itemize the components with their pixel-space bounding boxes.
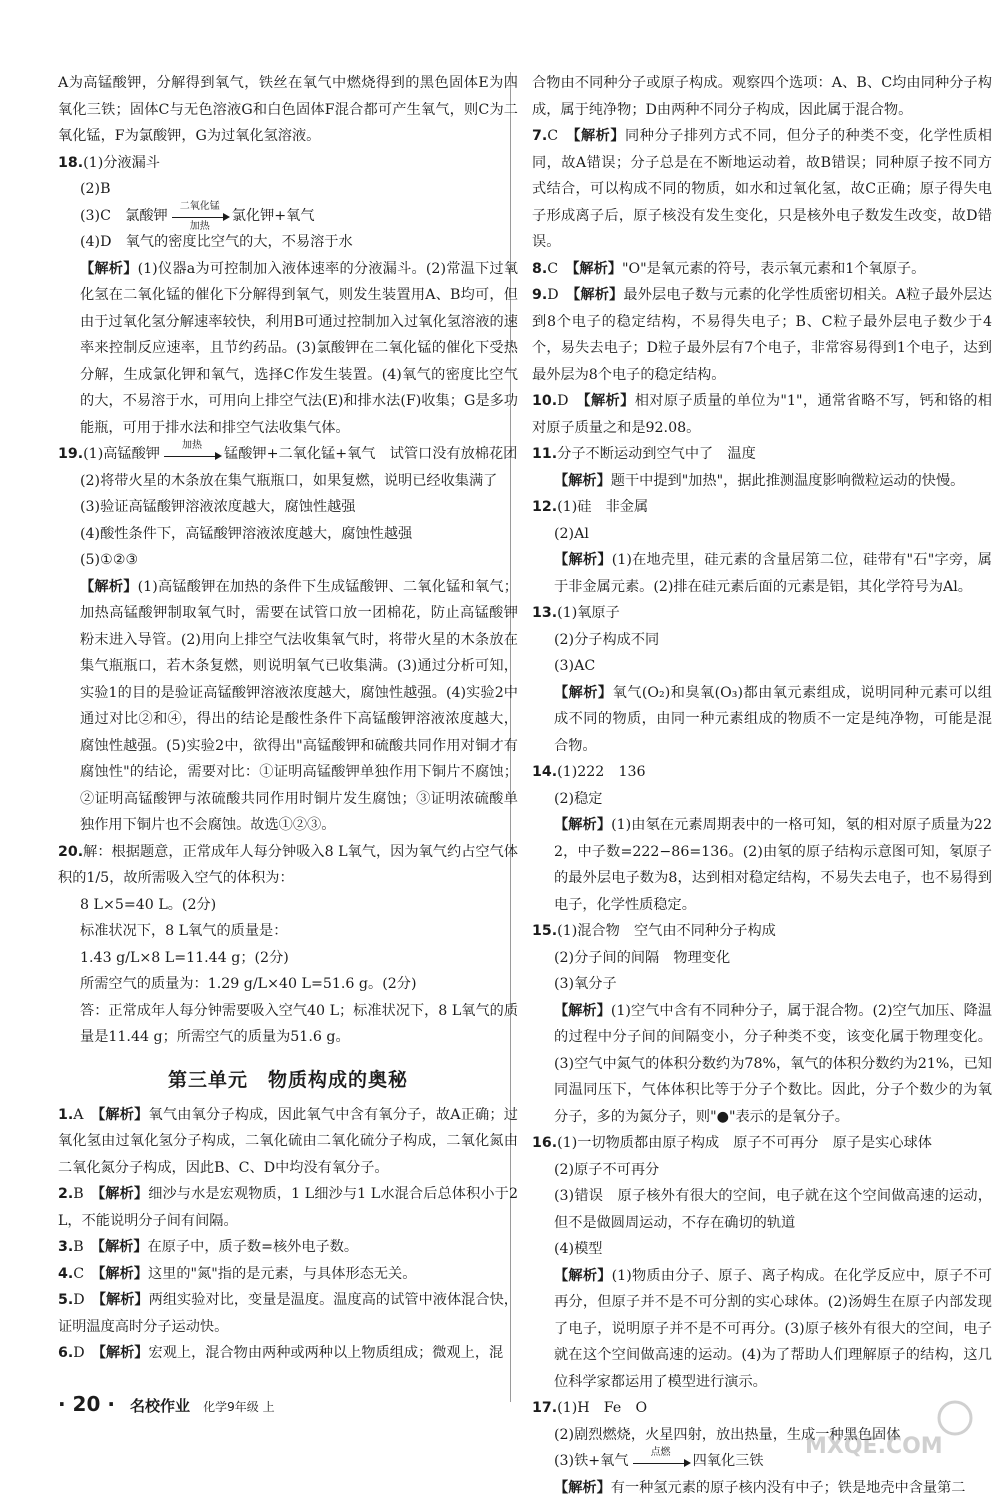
q11-a1 [532,441,992,468]
reaction-arrow [164,454,220,455]
q20-l5: 所需空气的质量为：1.29 g/L×40 L=51.6 g。(2分) [58,971,518,998]
q15-a2: (2)分子间的间隔 物理变化 [532,945,992,972]
analysis-tag: 【解析】 [80,579,138,595]
q4-analysis-text: 这里的"氮"指的是元素，与具体形态无关。 [148,1266,416,1282]
analysis-tag: 【解析】 [572,261,622,277]
analysis-tag: 【解析】 [554,1480,611,1496]
q14-a1 [532,759,992,786]
q17-a3-pre: (3)铁+氧气 [554,1453,629,1469]
q12-a1-text: (1)硅 非金属 [557,499,648,515]
q14-analysis [532,812,992,918]
watermark-circle-icon [939,1402,971,1434]
q9-analysis-text: 最外层电子数与元素的化学性质密切相关。A粒子最外层达到8个电子的稳定结构，不易得失电子；B、C粒子最外层电子数少于4个，易失去电子；D粒子最外层有7个电子，非常容易得到1个电子，达到最外层为8个电子的稳定结构。 [532,287,992,383]
q19-a4: (4)酸性条件下，高锰酸钾溶液浓度越大，腐蚀性越强 [58,521,518,548]
q18-a1-text: (1)分液漏斗 [83,155,160,171]
q18-a4: (4)D 氧气的密度比空气的大，不易溶于水 [58,229,518,256]
q8-number: 8. [532,261,547,277]
arrow-condition-top: 点燃 [633,1447,689,1459]
q6 [58,1340,518,1367]
analysis-tag: 【解析】 [99,1292,149,1308]
q20-l4: 1.43 g/L×8 L=11.44 g；(2分) [58,945,518,972]
q20-l2: 8 L×5=40 L。(2分) [58,892,518,919]
q18-a3 [58,203,518,230]
unit-title: 第三单元 物质构成的奥秘 [58,1065,518,1092]
q3-answer: B [73,1239,83,1255]
q3 [58,1234,518,1261]
q10 [532,388,992,441]
q17-analysis [532,1475,992,1501]
reaction-arrow [172,215,228,216]
q19-a1-pre: (1)高锰酸钾 [83,446,160,462]
q5-answer: D [73,1292,84,1308]
q3-analysis-text: 在原子中，质子数=核外电子数。 [148,1239,359,1255]
page-number: · 20 · [58,1392,115,1416]
q10-analysis-text: 相对原子质量的单位为"1"，通常省略不写，钙和铬的相对原子质量之和是92.08。 [532,393,992,436]
q13-analysis [532,680,992,760]
q7-answer: C [547,128,558,144]
q10-number: 10. [532,393,557,409]
q1-answer: A [73,1107,83,1123]
analysis-tag: 【解析】 [573,287,623,303]
q9-number: 9. [532,287,547,303]
analysis-tag: 【解析】 [554,1268,612,1284]
analysis-tag: 【解析】 [98,1107,148,1123]
q14-a1-text: (1)222 136 [557,764,645,780]
q1-number: 1. [58,1107,73,1123]
q4-answer: C [73,1266,84,1282]
q18-a3-pre: (3)C 氯酸钾 [80,208,168,224]
q8 [532,256,992,283]
q16-a1-text: (1)一切物质都由原子构成 原子不可再分 原子是实心球体 [557,1135,932,1151]
q19-a5: (5)①②③ [58,547,518,574]
q15-analysis-text: (1)空气中含有不同种分子，属于混合物。(2)空气加压、降温的过程中分子间的间隔变小，分子种类不变，该变化属于物理变化。(3)空气中氮气的体积分数约为78%，氧气的体积分数约为21%，已知同温同压下，气体体积比等于分子个数比。因此，分子个数少的为氧分子，多的为氮分子，则"●"表示的是氧分子。 [554,1003,992,1125]
q20-l3: 标准状况下，8 L氧气的质量是： [58,918,518,945]
q19-a3: (3)验证高锰酸钾溶液浓度越大，腐蚀性越强 [58,494,518,521]
q7 [532,123,992,256]
q13-a1 [532,600,992,627]
analysis-tag: 【解析】 [98,1266,148,1282]
q17-a3-post: 四氧化三铁 [693,1453,764,1469]
q15-number: 15. [532,923,557,939]
q2-answer: B [73,1186,83,1202]
right-column [532,70,992,1501]
q16-a1 [532,1130,992,1157]
q19-a2: (2)将带火星的木条放在集气瓶瓶口，如果复燃，说明已经收集满了 [58,468,518,495]
q7-number: 7. [532,128,547,144]
analysis-tag: 【解析】 [554,1003,611,1019]
q15-a1 [532,918,992,945]
q17-a2: (2)剧烈燃烧，火星四射，放出热量，生成一种黑色固体 [532,1422,992,1449]
q11-a1-text: 分子不断运动到空气中了 温度 [557,446,756,462]
analysis-tag: 【解析】 [583,393,634,409]
left-column [58,70,518,1367]
q14-a2: (2)稳定 [532,786,992,813]
q17-number: 17. [532,1400,557,1416]
q16-a2: (2)原子不可再分 [532,1157,992,1184]
q20-number: 20. [58,844,83,860]
q4 [58,1261,518,1288]
q11-analysis-text: 题干中提到"加热"，据此推测温度影响微粒运动的快慢。 [611,473,965,489]
reaction-arrow [633,1461,689,1462]
q10-answer: D [557,393,568,409]
analysis-tag: 【解析】 [98,1239,148,1255]
q19-number: 19. [58,446,83,462]
analysis-tag: 【解析】 [554,685,613,701]
q5 [58,1287,518,1340]
q15-analysis [532,998,992,1131]
q19-analysis-text: (1)高锰酸钾在加热的条件下生成锰酸钾、二氧化锰和氧气；加热高锰酸钾制取氧气时，需要在试管口放一团棉花，防止高锰酸钾粉末进入导管。(2)用向上排空气法收集氧气时，将带火星的木条放在集气瓶瓶口，若木条复燃，则说明氧气已收集满。(3)通过分析可知，实验1的目的是验证高锰酸钾溶液浓度越大，腐蚀性越强。(4)实验2中通过对比②和④，得出的结论是酸性条件下高锰酸钾溶液浓度越大，腐蚀性越强。(5)实验2中，欲得出"高锰酸钾和硫酸共同作用对铜才有腐蚀性"的结论，需要对比：①证明高锰酸钾单独作用下铜片不腐蚀；②证明高锰酸钾与浓硫酸共同作用时铜片发生腐蚀；③证明浓硫酸单独作用下铜片也不会腐蚀。故选①②③。 [80,579,518,834]
q17-analysis-text: 有一种氢元素的原子核内没有中子；铁是地壳中含量第二 [611,1480,966,1496]
book-title: 名校作业 [130,1397,190,1415]
q16-a3: (3)错误 原子核外有很大的空间，电子就在这个空间做高速的运动，但不是做圆周运动，不存在确切的轨道 [532,1183,992,1236]
q12-number: 12. [532,499,557,515]
q17-a1-text: (1)H Fe O [557,1400,647,1416]
q18-a1 [58,150,518,177]
analysis-tag: 【解析】 [554,552,612,568]
q2-number: 2. [58,1186,73,1202]
q12-a1 [532,494,992,521]
q5-number: 5. [58,1292,73,1308]
q1-analysis-text: 氧气由氧分子构成，因此氧气中含有氧分子，故A正确；过氧化氢由过氧化氢分子构成，二氧化硫由二氧化硫分子构成，二氧化氮由二氧化氮分子构成，因此B、C、D中均没有氧分子。 [58,1107,518,1176]
q4-number: 4. [58,1266,73,1282]
q9-answer: D [547,287,558,303]
q13-a2: (2)分子构成不同 [532,627,992,654]
q18-a2: (2)B [58,176,518,203]
q6-answer: D [73,1345,84,1361]
q18-number: 18. [58,155,83,171]
analysis-tag: 【解析】 [98,1186,148,1202]
q2-analysis-text: 细沙与水是宏观物质，1 L细沙与1 L水混合后总体积小于2 L，不能说明分子间有间隔。 [58,1186,518,1229]
q5-analysis-text: 两组实验对比，变量是温度。温度高的试管中液体混合快，证明温度高时分子运动快。 [58,1292,518,1335]
q14-analysis-text: (1)由氡在元素周期表中的一格可知，氡的相对原子质量为222，中子数=222−86=136。(2)由氡的原子结构示意图可知，氡原子的最外层电子数为8，达到相对稳定结构，不易失去电子，也不易得到电子，化学性质稳定。 [554,817,992,913]
q19-a1 [58,441,518,468]
q9 [532,282,992,388]
analysis-tag: 【解析】 [80,261,138,277]
q11-number: 11. [532,446,557,462]
watermark-text: MXQE.COM [805,1434,943,1458]
q6-continued: 合物由不同种分子或原子构成。观察四个选项：A、B、C均由同种分子构成，属于纯净物；D由两种不同分子构成，因此属于混合物。 [532,70,992,123]
q16-number: 16. [532,1135,557,1151]
q6-analysis-text: 宏观上，混合物由两种或两种以上物质组成；微观上，混 [149,1345,504,1361]
q7-analysis-text: 同种分子排列方式不同，但分子的种类不变，化学性质相同，故A错误；分子总是在不断地运动着，故B错误；同种原子按不同方式结合，可以构成不同的物质，如水和过氧化氢，故C正确；原子得失电子形成离子后，原子核没有发生变化，只是核外电子数发生改变，故D错误。 [532,128,992,250]
q18-analysis-text: (1)仪器a为可控制加入液体速率的分液漏斗。(2)常温下过氧化氢在二氧化锰的催化下分解得到氧气，则发生装置用A、B均可，但由于过氧化氢分解速率较快，利用B可通过控制加入过氧化氢溶液的速率来控制反应速率，且节约药品。(3)氯酸钾在二氧化锰的催化下受热分解，生成氯化钾和氧气，选择C作发生装置。(4)氧气的密度比空气的大，不易溶于水，可用向上排空气法(E)和排水法(F)收集；G是多功能瓶，可用于排水法和排空气法收集气体。 [80,261,518,436]
arrow-condition-top: 二氧化锰 [172,201,228,213]
q15-a1-text: (1)混合物 空气由不同种分子构成 [557,923,776,939]
analysis-tag: 【解析】 [554,473,611,489]
q13-a3: (3)AC [532,653,992,680]
q16-analysis-text: (1)物质由分子、原子、离子构成。在化学反应中，原子不可再分，但原子并不是不可分割的实心球体。(2)汤姆生在原子内部发现了电子，说明原子并不是不可再分。(3)原子核外有很大的空间，电子就在这个空间做高速的运动。(4)为了帮助人们理解原子的结构，这几位科学家都运用了模型进行演示。 [554,1268,992,1390]
analysis-tag: 【解析】 [99,1345,149,1361]
q20-l6: 答：正常成年人每分钟需要吸入空气40 L；标准状况下，8 L氧气的质量是11.44 g；所需空气的质量为51.6 g。 [58,998,518,1051]
q3-number: 3. [58,1239,73,1255]
q6-number: 6. [58,1345,73,1361]
q19-analysis [58,574,518,839]
q8-analysis-text: "O"是氧元素的符号，表示氧元素和1个氧原子。 [622,261,925,277]
q2 [58,1181,518,1234]
q16-a4: (4)模型 [532,1236,992,1263]
q19-a1-post: 锰酸钾+二氧化锰+氧气 试管口没有放棉花团 [224,446,517,462]
q20-l1-text: 解：根据题意，正常成年人每分钟吸入8 L氧气，因为氧气约占空气体积的1/5，故所需吸入空气的体积为： [58,844,518,887]
arrow-condition-top: 加热 [164,440,220,452]
q20-l1 [58,839,518,892]
q15-a3: (3)氧分子 [532,971,992,998]
q13-number: 13. [532,605,557,621]
q13-analysis-text: 氧气(O₂)和臭氧(O₃)都由氧元素组成，说明同种元素可以组成不同的物质，由同一种元素组成的物质不一定是纯净物，可能是混合物。 [554,685,992,754]
q18-analysis [58,256,518,442]
watermark-logo [795,1398,985,1458]
q14-number: 14. [532,764,557,780]
arrow-condition-bottom: 加热 [172,221,228,233]
left-intro: A为高锰酸钾，分解得到氧气，铁丝在氧气中燃烧得到的黑色固体E为四氧化三铁；固体C与无色溶液G和白色固体F混合都可产生氧气，则C为二氧化锰，F为氯酸钾，G为过氧化氢溶液。 [58,70,518,150]
q18-a3-post: 氯化钾+氧气 [232,208,315,224]
analysis-tag: 【解析】 [573,128,625,144]
subject-label: 化学9年级 上 [203,1400,274,1414]
page-footer [58,1392,275,1416]
q12-analysis [532,547,992,600]
q12-analysis-text: (1)在地壳里，硅元素的含量居第二位，硅带有"石"字旁，属于非金属元素。(2)排在硅元素后面的元素是铝，其化学符号为Al。 [554,552,992,595]
q8-answer: C [547,261,558,277]
q13-a1-text: (1)氧原子 [557,605,620,621]
q16-analysis [532,1263,992,1396]
analysis-tag: 【解析】 [554,817,611,833]
q12-a2: (2)Al [532,521,992,548]
q11-analysis [532,468,992,495]
q1 [58,1102,518,1182]
